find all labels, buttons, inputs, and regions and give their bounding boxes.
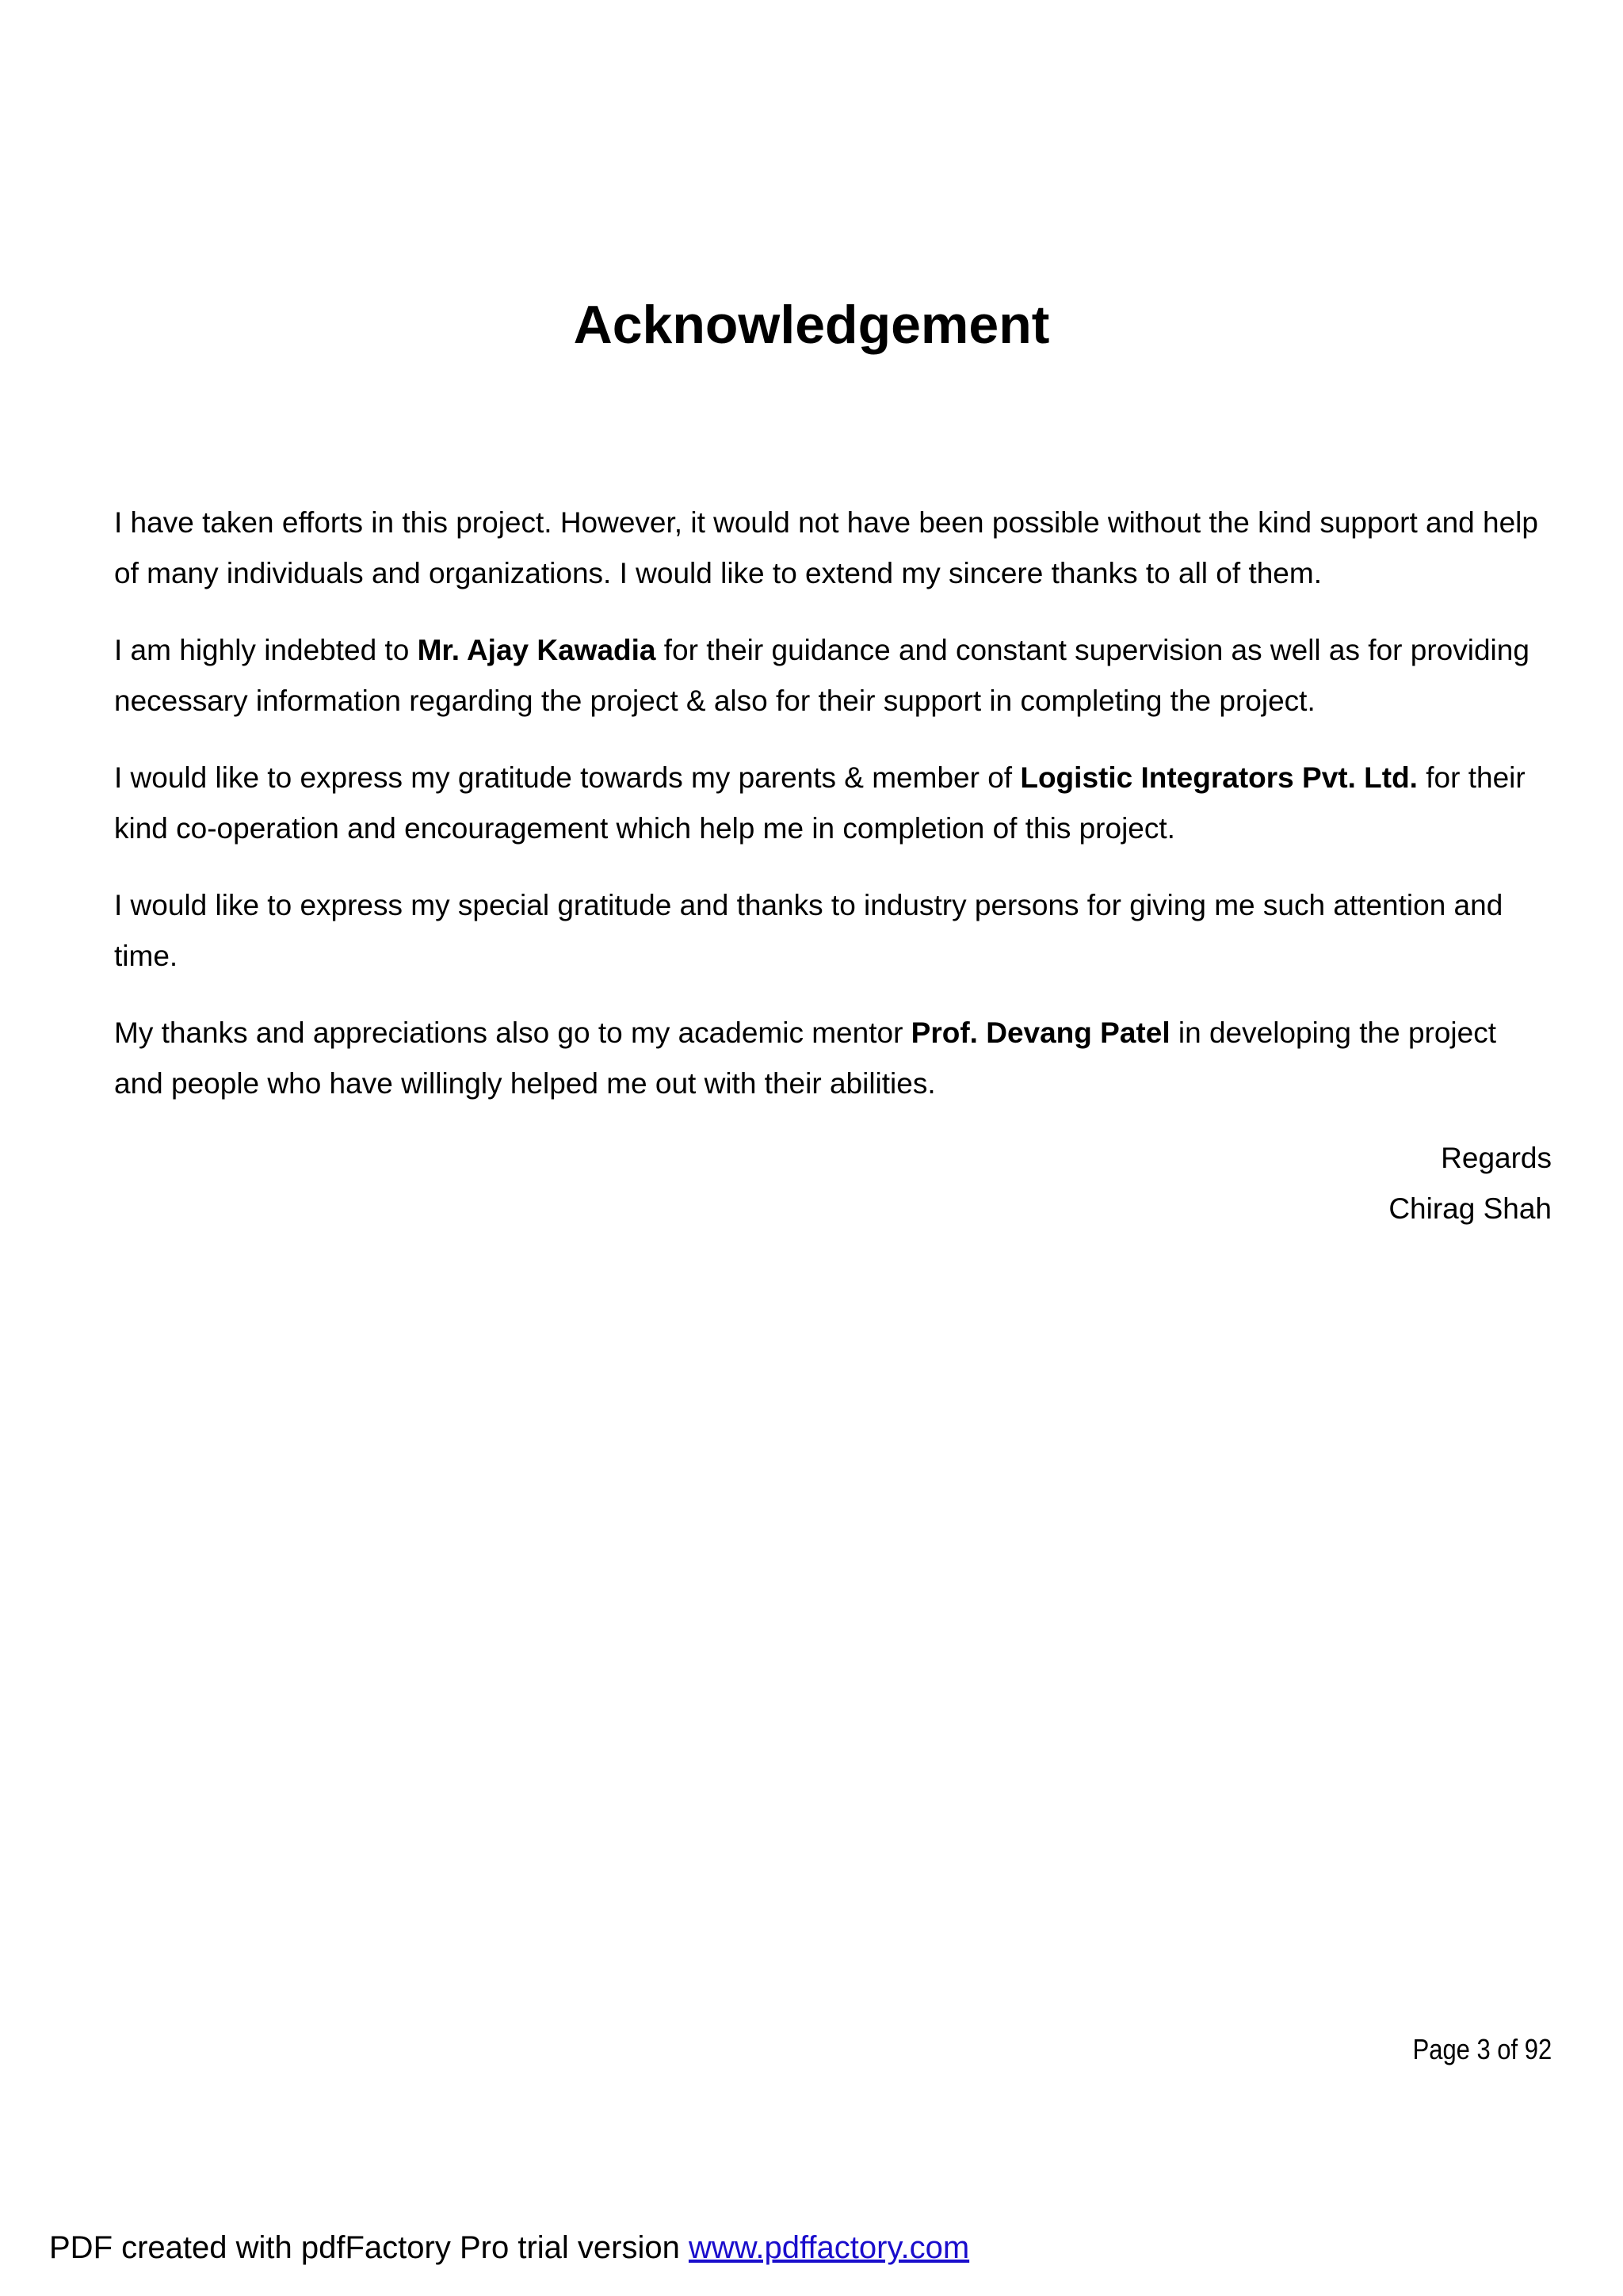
- page-title: Acknowledgement: [573, 295, 1050, 355]
- company-name: Logistic Integrators Pvt. Ltd.: [1020, 761, 1418, 794]
- signoff-block: [1388, 1133, 1552, 1234]
- paragraph-3-after: for their kind co-operation and encouragement which help me in completion of this project.: [114, 761, 1526, 845]
- pdffactory-link[interactable]: www.pdffactory.com: [688, 2230, 970, 2265]
- paragraph-5: [114, 1008, 1552, 1109]
- paragraph-2-before: I am highly indebted to: [114, 634, 418, 666]
- regards-text: Regards: [1441, 1142, 1552, 1174]
- paragraph-3: [114, 753, 1552, 854]
- paragraph-1: I have taken efforts in this project. However, it would not have been possible without the kind support and help of many individuals and organizations. I would like to extend my sincere thanks to all of them.: [114, 506, 1538, 589]
- paragraph-5-after: in developing the project and people who have willingly helped me out with their abilities.: [114, 1016, 1496, 1100]
- signature-name: Chirag Shah: [1388, 1192, 1552, 1225]
- paragraph-3-before: I would like to express my gratitude towards my parents & member of: [114, 761, 1021, 794]
- acknowledgement-body: [114, 498, 1552, 1135]
- page-number: Page 3 of 92: [1412, 2033, 1552, 2065]
- footer-prefix: PDF created with pdfFactory Pro trial version: [49, 2230, 689, 2265]
- paragraph-4: I would like to express my special gratitude and thanks to industry persons for giving me such attention and time.: [114, 889, 1503, 972]
- academic-mentor-name: Prof. Devang Patel: [911, 1016, 1170, 1049]
- pdf-footer: [49, 2230, 969, 2266]
- mentor-name: Mr. Ajay Kawadia: [417, 634, 656, 666]
- paragraph-5-before: My thanks and appreciations also go to my academic mentor: [114, 1016, 911, 1049]
- paragraph-2: [114, 625, 1552, 727]
- paragraph-2-after: for their guidance and constant supervision as well as for providing necessary information regarding the project & also for their support in completing the project.: [114, 634, 1529, 717]
